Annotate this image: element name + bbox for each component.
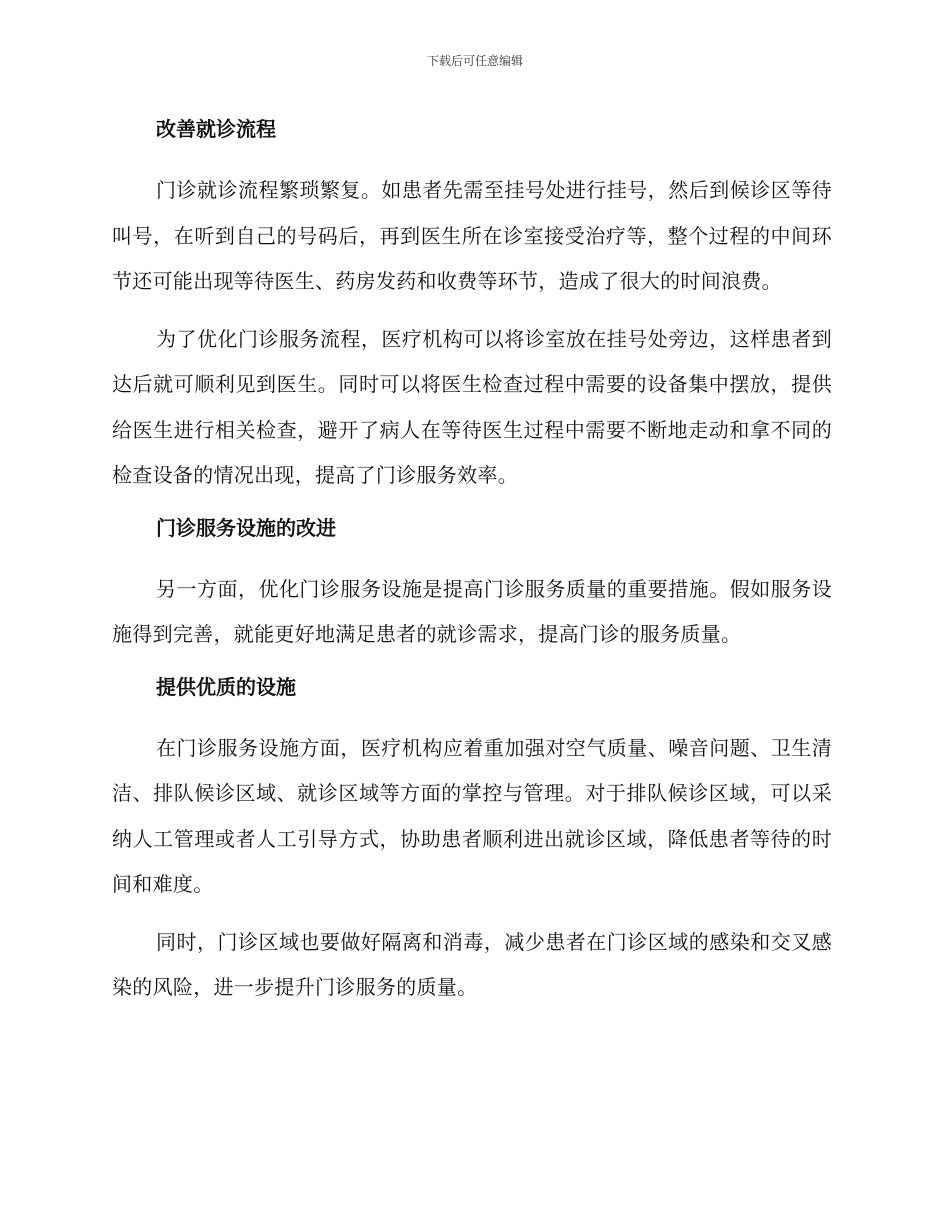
page-header: 下载后可任意编辑 [426, 54, 523, 68]
paragraph: 在门诊服务设施方面，医疗机构应着重加强对空气质量、噪音问题、卫生清洁、排队候诊区域、就诊区域等方面的掌控与管理。对于排队候诊区域，可以采纳人工管理或者人工引导方式，协助患者顺利进出就诊区域，降低患者等待的时间和难度。 [112, 735, 832, 896]
document-body [112, 112, 832, 1023]
section-heading-quality-facilities: 提供优质的设施 [156, 674, 296, 699]
paragraph: 为了优化门诊服务流程，医疗机构可以将诊室放在挂号处旁边，这样患者到达后就可顺利见到医生。同时可以将医生检查过程中需要的设备集中摆放，提供给医生进行相关检查，避开了病人在等待医生过程中需要不断地走动和拿不同的检查设备的情况出现，提高了门诊服务效率。 [112, 326, 832, 487]
section-heading-facility-improvement: 门诊服务设施的改进 [156, 515, 336, 540]
section-heading-improve-process: 改善就诊流程 [156, 117, 276, 141]
paragraph: 门诊就诊流程繁琐繁复。如患者先需至挂号处进行挂号，然后到候诊区等待叫号，在听到自己的号码后，再到医生所在诊室接受治疗等，整个过程的中间环节还可能出现等待医生、药房发药和收费等环节，造成了很大的时间浪费。 [112, 178, 832, 293]
paragraph: 另一方面，优化门诊服务设施是提高门诊服务质量的重要措施。假如服务设施得到完善，就能更好地满足患者的就诊需求，提高门诊的服务质量。 [112, 576, 832, 646]
paragraph: 同时，门诊区域也要做好隔离和消毒，减少患者在门诊区域的感染和交叉感染的风险，进一步提升门诊服务的质量。 [112, 929, 832, 999]
